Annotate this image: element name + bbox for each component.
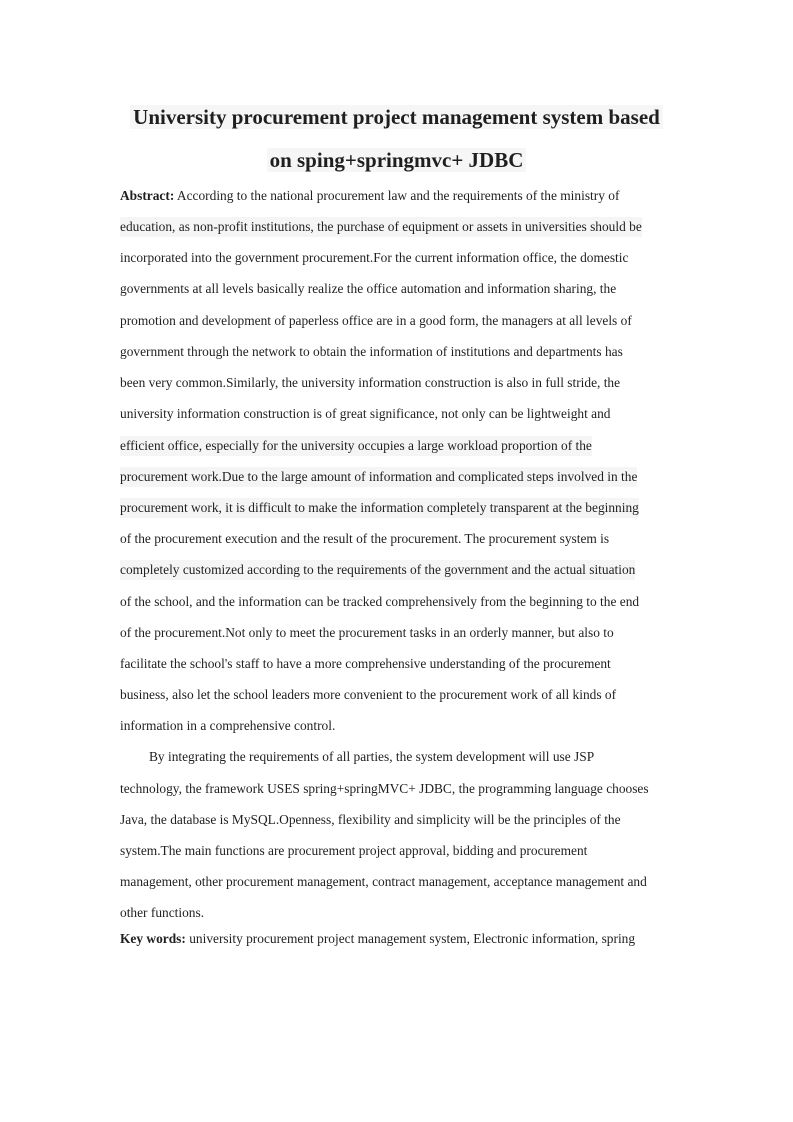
paragraph2-line-6: other functions. (120, 905, 205, 920)
abstract-line-18: information in a comprehensive control. (120, 718, 336, 733)
abstract-line-10: procurement work.Due to the large amount of information and complicated steps involved in the (120, 467, 637, 487)
keywords-label: Key words: (120, 931, 186, 946)
keywords-line (120, 929, 635, 949)
abstract-line-5: promotion and development of paperless office are in a good form, the managers at all levels of (120, 313, 632, 328)
abstract-line-9: efficient office, especially for the university occupies a large workload proportion of the (120, 436, 592, 456)
abstract-label: Abstract: (120, 188, 175, 203)
document-title-line-1 (0, 103, 793, 131)
abstract-line-14: of the school, and the information can be tracked comprehensively from the beginning to the end (120, 594, 640, 609)
abstract-line-17: business, also let the school leaders more convenient to the procurement work of all kinds of (120, 687, 617, 702)
abstract-line-15: of the procurement.Not only to meet the procurement tasks in an orderly manner, but also to (120, 625, 614, 640)
paragraph2-line-1: By integrating the requirements of all parties, the system development will use JSP (149, 749, 595, 764)
title-text-1: University procurement project management system based (130, 105, 663, 129)
abstract-line-6: government through the network to obtain the information of institutions and departments has (120, 344, 623, 359)
title-text-2: on sping+springmvc+ JDBC (267, 148, 527, 172)
abstract-line-16: facilitate the school's staff to have a more comprehensive understanding of the procurement (120, 656, 611, 671)
document-title-line-2 (0, 146, 793, 174)
paragraph2-line-2: technology, the framework USES spring+springMVC+ JDBC, the programming language chooses (120, 781, 649, 796)
abstract-line-13: completely customized according to the requirements of the government and the actual situation (120, 560, 635, 580)
abstract-line-8: university information construction is of great significance, not only can be lightweight and (120, 406, 611, 421)
abstract-line-1 (120, 186, 619, 206)
paragraph2-line-5: management, other procurement management, contract management, acceptance management and (120, 874, 647, 889)
abstract-line-11: procurement work, it is difficult to make the information completely transparent at the beginning (120, 498, 639, 518)
abstract-line-4: governments at all levels basically realize the office automation and information sharing, the (120, 281, 617, 296)
paragraph2-line-3: Java, the database is MySQL.Openness, flexibility and simplicity will be the principles of the (120, 812, 621, 827)
abstract-line-12: of the procurement execution and the result of the procurement. The procurement system is (120, 531, 610, 546)
keywords-text: university procurement project management system, Electronic information, spring (189, 931, 636, 946)
abstract-text: According to the national procurement law and the requirements of the ministry of (176, 188, 620, 203)
paragraph2-line-4: system.The main functions are procurement project approval, bidding and procurement (120, 843, 588, 858)
abstract-line-3: incorporated into the government procurement.For the current information office, the domestic (120, 250, 629, 265)
abstract-line-7: been very common.Similarly, the university information construction is also in full stride, the (120, 375, 621, 390)
abstract-line-2: education, as non-profit institutions, the purchase of equipment or assets in universities should be (120, 217, 642, 237)
